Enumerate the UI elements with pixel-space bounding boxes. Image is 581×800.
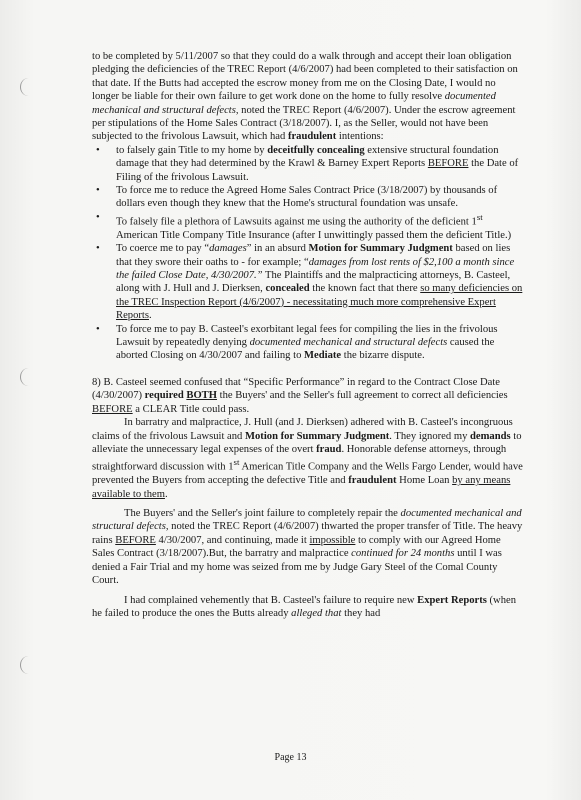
binder-hole — [20, 656, 37, 674]
list-item: • To falsely file a plethora of Lawsuits against me using the authority of the deficient 1st American Title Company Title Insurance (after I unwittingly passed them the deficient Title.) — [96, 211, 512, 241]
binder-hole — [20, 78, 37, 96]
intent-list — [92, 144, 524, 363]
list-item: • To force me to reduce the Agreed Home Sales Contract Price (3/18/2007) by thousands of dollars even though they knew that the Home's structural foundation was unsafe. — [96, 185, 498, 210]
binder-hole — [20, 368, 37, 386]
barratry-paragraph: In barratry and malpractice, J. Hull (and J. Dierksen) adhered with B. Casteel's incongruous claims of the frivolous Lawsuit and Motion for Summary Judgment. They ignored my demands to alleviate the unnecessary legal expenses of the overt fraud. Honorable defense attorneys, through straightforward discussion with 1st American Title Company and the Wells Fargo Lender, would have prevented the Buyers from accepting the defective Title and fraudulent Home Loan by any means available to them. — [92, 417, 523, 500]
body-text — [92, 50, 524, 620]
paragraph-8: 8) B. Casteel seemed confused that “Specific Performance” in regard to the Contract Close Date (4/30/2007) required BOTH the Buyers' and the Seller's full agreement to correct all deficiencies BEFORE a CLEAR Title could pass. — [92, 376, 508, 415]
buyers-paragraph: The Buyers' and the Seller's joint failure to completely repair the documented mechanical and structural defects, noted the TREC Report (4/6/2007) thwarted the proper transfer of Title. The heavy rains BEFORE 4/30/2007, and continuing, made it impossible to comply with our Agreed Home Sales Contract (3/18/2007).But, the barratry and malpractice continued for 24 months until I was denied a Fair Trial and my home was seized from me by Judge Gary Steel of the Comal County Court. — [92, 508, 523, 587]
complained-paragraph: I had complained vehemently that B. Casteel's failure to require new Expert Reports (when he failed to produce the ones the Butts already alleged that they had — [92, 594, 516, 619]
page-number: Page 13 — [274, 752, 307, 763]
list-item: • To coerce me to pay “damages” in an absurd Motion for Summary Judgment based on lies that they swore their oaths to - for example; “damages from lost rents of $2,100 a month since the failed Close Date, 4/30/2007.” The Plaintiffs and the malpracticing attorneys, B. Casteel, along with J. Hull and J. Dierksen, concealed the known fact that there so many deficiencies on the TREC Inspection Report (4/6/2007) - necessitating much more comprehensive Expert Reports. — [96, 243, 523, 322]
list-item: • To force me to pay B. Casteel's exorbitant legal fees for compiling the lies in the frivolous Lawsuit by repeatedly denying documented mechanical and structural defects caused the aborted Closing on 4/30/2007 and failing to Mediate the bizarre dispute. — [96, 323, 498, 362]
intro-paragraph: to be completed by 5/11/2007 so that they could do a walk through and accept their loan obligation pledging the deficiencies of the TREC Report (4/6/2007) had been completed to their satisfaction on that date. If the Butts had accepted the escrow money from me on the Closing Date, I would no longer be liable for their own failure to get work done on the home to fully resolve documented mechanical and structural defects, noted the TREC Report (4/6/2007). Under the escrow agreement per stipulations of the Home Sales Contract (3/18/2007). I, as the Seller, would not have been subjected to the frivolous Lawsuit, which had fraudulent intentions: — [92, 51, 518, 143]
list-item: • to falsely gain Title to my home by deceitfully concealing extensive structural foundation damage that they had determined by the Krawl & Barney Expert Reports BEFORE the Date of Filing of the frivolous Lawsuit. — [96, 144, 519, 183]
